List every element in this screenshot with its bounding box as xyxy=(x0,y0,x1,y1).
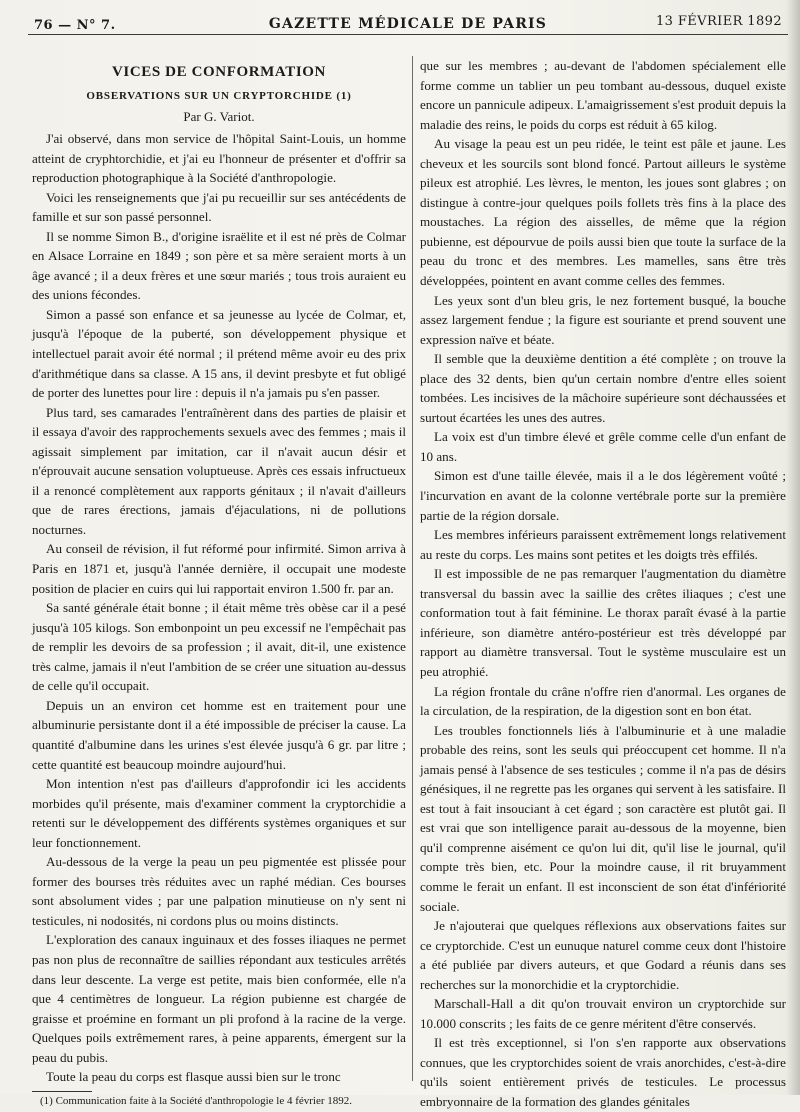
paragraph: Les yeux sont d'un bleu gris, le nez fortement busqué, la bouche assez largement fendue ; la figure est souriante et prend souvent une expression naïve et béate. xyxy=(420,292,786,347)
paragraph: Plus tard, ses camarades l'entraînèrent dans des parties de plaisir et il essaya d'avoir des rapprochements sexuels avec des femmes ; mais il agissait simplement par imitation, car il n'avait aucun désir et n'éprouvait aucune sensation voluptueuse. Après ces essais infructueux il a renoncé complètement aux rapports génitaux ; il n'avait d'ailleurs que de rares érections, jamais d'éjaculations, ni de pollutions nocturnes. xyxy=(32,404,406,537)
paragraph: Simon est d'une taille élevée, mais il a le dos légèrement voûté ; l'incurvation en avant de la colonne vertébrale porte sur la première partie de la région dorsale. xyxy=(420,468,786,523)
paragraph: L'exploration des canaux inguinaux et des fosses iliaques ne permet pas non plus de reconnaître de saillies répondant aux testicules arrêtés dans leur descente. La verge est petite, mais bien conformée, elle n'a que 4 centimètres de longueur. La région pubienne est chargée de graisse et proémine en formant un pli profond à la racine de la verge. Quelques poils extrêmement rares, à peine apparents, émergent sur la peau du pubis. xyxy=(32,932,406,1065)
paragraph: Les membres inférieurs paraissent extrêmement longs relativement au reste du corps. Les mains sont petites et les doigts très effilés. xyxy=(420,527,786,562)
left-column xyxy=(32,56,406,1107)
paragraph: Au visage la peau est un peu ridée, le teint est pâle et jaune. Les cheveux et les sourcils sont blond foncé. Partout ailleurs le système pileux est atrophié. Les lèvres, le menton, les joues sont glabres ; on distingue à contre-jour quelques poils follets très fins à la place des moustaches. La région des aisselles, de même que la région pubienne, est dépourvue de poils aussi bien que toute la surface de la peau du tronc et des membres. Les mamelles, sans être très développées, pointent en avant comme celles des femmes. xyxy=(420,136,786,289)
paragraph: Depuis un an environ cet homme est en traitement pour une albuminurie persistante dont il a été impossible de préciser la cause. La quantité d'albumine dans les urines s'est élevée jusqu'à 6 gr. par litre ; cette quantité est beaucoup moindre aujourd'hui. xyxy=(32,697,406,772)
paragraph: Je n'ajouterai que quelques réflexions aux observations faites sur ce cryptorchide. C'est un eunuque naturel comme ceux dont l'histoire a été publiée par divers auteurs, et que Godard a réunis dans ses recherches sur la monorchidie et la cryptorchidie. xyxy=(420,918,786,992)
paragraph: Simon a passé son enfance et sa jeunesse au lycée de Colmar, et, jusqu'à l'époque de la puberté, son développement physique et intellectuel parait avoir été normal ; il prétend même avoir eu des prix d'arithmétique dans sa classe. A 15 ans, il devint presbyte et fut obligé de porter des lunettes pour lire : depuis il n'a jamais pu s'en passer. xyxy=(32,306,406,401)
page-number: 76 — N° 7. xyxy=(34,18,116,33)
paragraph: Marschall-Hall a dit qu'on trouvait environ un cryptorchide sur 10.000 conscrits ; les faits de ce genre méritent d'être conservés. xyxy=(420,996,786,1031)
page-header xyxy=(28,8,788,35)
page-edge-shadow xyxy=(786,0,800,1095)
paragraph: La région frontale du crâne n'offre rien d'anormal. Les organes de la circulation, de la respiration, de la digestion sont en bon état. xyxy=(420,683,786,719)
journal-title: GAZETTE MÉDICALE DE PARIS xyxy=(268,16,548,32)
paragraph-continued: que sur les membres ; au-devant de l'abdomen spécialement elle forme comme un tablier un peu tombant au-dessous, duquel existe encore un pannicule adipeux. L'amaigrissement s'est produit depuis la maladie des reins, le poids du corps est réduit à 65 kilog. xyxy=(420,58,786,132)
paragraph: Toute la peau du corps est flasque aussi bien sur le tronc xyxy=(46,1069,341,1085)
column-divider xyxy=(412,56,413,1081)
paragraph: Au conseil de révision, il fut réformé pour infirmité. Simon arriva à Paris en 1871 et, jusqu'à l'année dernière, il occupait une modeste position de placier en cuirs qui lui rapportait environ 1.500 fr. par an. xyxy=(32,541,406,596)
article-title: VICES DE CONFORMATION xyxy=(111,64,326,80)
paragraph: Les troubles fonctionnels liés à l'albuminurie et à une maladie probable des reins, sont les seuls qui préoccupent cet homme. Il n'a jamais pensé à l'absence de ses testicules ; comme il n'a pas de désirs génésiques, il ne regrette pas les organes qui servent à les satisfaire. Il est tout à fait insouciant à cet égard ; son caractère est plutôt gai. Il est vrai que son intelligence parait au-dessous de la moyenne, bien qu'il comprenne aisément ce qu'on lui dit, qu'il lise le journal, qu'il compte très bien, etc. Pour la moindre cause, il rit bruyamment comme le ferait un enfant. Il est inconscient de son état d'infériorité sociale. xyxy=(420,722,786,914)
right-column xyxy=(420,56,786,1109)
footnote: (1) Communication faite à la Société d'anthropologie le 4 février 1892. xyxy=(40,1094,353,1107)
paragraph: La voix est d'un timbre élevé et grêle comme celle d'un enfant de 10 ans. xyxy=(420,429,786,464)
paragraph: Il semble que la deuxième dentition a été complète ; on trouve la place des 32 dents, bien qu'un certain nombre d'entre elles soient tombées. Les incisives de la mâchoire supérieure sont déchaussées et surtout écartées les unes des autres. xyxy=(420,351,786,425)
paragraph: Mon intention n'est pas d'ailleurs d'approfondir ici les accidents morbides qu'il présente, mais d'examiner comment la cryptorchidie a retenti sur le développement des différents systèmes organiques et sur leur fonctionnement. xyxy=(32,776,406,850)
article-subtitle: OBSERVATIONS SUR UN CRYPTORCHIDE (1) xyxy=(86,90,352,102)
paragraph: Il se nomme Simon B., d'origine israëlite et il est né près de Colmar en Alsace Lorraine en 1849 ; son père et sa mère seraient morts à un âge avancé ; il a deux frères et une sœur mariés ; tous trois auraient eu des unions fécondes. xyxy=(32,228,406,303)
footnote-rule xyxy=(32,1091,92,1092)
article-author: Par G. Variot. xyxy=(183,109,255,124)
paragraph: J'ai observé, dans mon service de l'hôpital Saint-Louis, un homme atteint de cryphtorchidie, et j'ai eu l'honneur de présenter et d'offrir sa reproduction photographique à la Société d'anthropologie. xyxy=(32,131,406,186)
paragraph: Il est très exceptionnel, si l'on s'en rapporte aux observations connues, que les cryptorchides soient de vrais anorchides, c'est-à-dire qu'ils soient entièrement privés de testicules. Le processus embryonnaire de la formation des glandes génitales xyxy=(420,1035,786,1109)
issue-date: 13 FÉVRIER 1892 xyxy=(656,14,782,29)
paragraph: Au-dessous de la verge la peau un peu pigmentée est plissée pour former des bourses très réduites avec un raphé médian. Ces bourses sont absolument vides ; par une palpation minutieuse on n'y sent ni testicules, ni nodosités, ni cordons plus ou moins distincts. xyxy=(32,854,406,928)
paragraph: Il est impossible de ne pas remarquer l'augmentation du diamètre transversal du bassin avec la saillie des crêtes iliaques ; c'est une conformation tout à fait féminine. Le thorax paraît évasé à la partie inférieure, son diamètre antéro-postérieur est très développé par rapport au diamètre transversal. Tout le système musculaire est un peu atrophié. xyxy=(420,566,786,679)
paragraph: Voici les renseignements que j'ai pu recueillir sur ses antécédents de famille et sur son passé personnel. xyxy=(32,189,406,225)
paragraph: Sa santé générale était bonne ; il était même très obèse car il a pesé jusqu'à 105 kilogs. Son embonpoint un peu excessif ne l'empêchait pas de remplir les devoirs de sa profession ; il avait, dit-il, une existence très calme, jamais il n'eut l'ambition de se créer une situation au-dessus de celle qu'il occupait. xyxy=(32,600,406,694)
